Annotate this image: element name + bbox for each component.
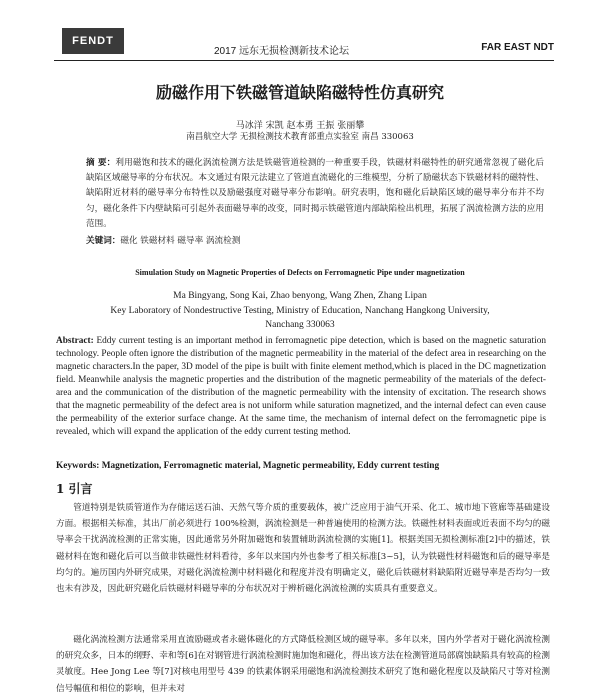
affiliation-en-line2: Nanchang 330063 <box>265 320 335 330</box>
keywords-en <box>56 461 439 471</box>
header-rule <box>54 60 554 61</box>
conference-name: 2017 远东无损检测新技术论坛 <box>214 46 350 57</box>
abstract-en <box>56 335 546 439</box>
keywords-en-label: Keywords: <box>56 461 100 471</box>
affiliation-cn: 南昌航空大学 无损检测技术教育部重点实验室 南昌 330063 <box>186 132 414 142</box>
authors-en: Ma Bingyang, Song Kai, Zhao benyong, Wang Zhen, Zhang Lipan <box>173 291 427 301</box>
keywords-label: 关键词： <box>86 236 121 246</box>
abstract-text: 利用磁饱和技术的磁化涡流检测方法是铁磁管道检测的一种重要手段，铁磁材料磁特性的研究通常忽视了磁化后缺陷区域磁导率的分布状况。本文通过有限元法建立了管道直流磁化的三维模型，分析了励磁状态下铁磁材料的磁特性、缺陷附近材料的磁导率分布特性以及励磁强度对磁导率分布影响。研究表明，饱和磁化后缺陷区域的磁导率分布并不均匀，磁化条件下内壁缺陷可引起外表面磁导率的改变，同时揭示铁磁管道内部缺陷检出机理，拓展了涡流检测方法的应用范围。 <box>86 158 544 229</box>
keywords-en-text: Magnetization, Ferromagnetic material, Magnetic permeability, Eddy current testing <box>101 461 440 471</box>
affiliation-en-line1: Key Laboratory of Nondestructive Testing, Ministry of Education, Nanchang Hangkong University, <box>110 306 490 316</box>
body-paragraph: 管道特别是铁质管道作为存储运送石油、天然气等介质的重要载体，被广泛应用于油气开采、化工、城市地下管廊等基础建设方面。根据相关标准，其出厂前必须进行 100%检测，涡流检测是一种普遍使用的检测方法。铁磁性材料表面或近表面不均匀的磁导率会干扰涡流检测的正常实施，因此通常另外附加磁饱和装置辅助涡流检测的实施[1]。根据美国无损检测标准[2]中的描述，铁磁材料在饱和磁化后可以当做非铁磁性材料看待，多年以来国内外也参考了相关标准[3~5]，认为铁磁性材料磁饱和后的磁导率是均匀的。遍历国内外研究成果，对磁化涡流检测中材料磁化和程度并没有明确定义，磁化后铁磁材料缺陷附近磁导率是否均匀一致也未有涉及，因此研究磁化后铁磁材料磁导率的分布状况对于辨析磁化涡流检测的实质具有重要意义。 <box>56 503 550 595</box>
authors-cn: 马冰洋 宋凯 赵本勇 王振 张丽攀 <box>235 121 365 131</box>
abstract-en-text: Eddy current testing is an important method in ferromagnetic pipe detection, which is based on the magnetic saturation technology. People often ignore the distribution of the magnetic permeability in the material of the defect area in researching on the magnetic characters.In the paper, 3D model of the pipe is built with finite element method,which is placed in the DC magnetization field. Meanwhile analysis the magnetic properties and the distribution of the magnetic permeability of the materials of the defect-area and the communication of the distribution of the magnetic permeability with the intensity of excitation. The research shows that the magnetic permeability of the defect area is not uniform while saturation magnetized, and the internal defect can even cause the permeability of the exterior surface change. At the same time, the mechanism of internal defect on the ferromagnetic pipe is revealed, which will expand the application of the eddy current testing method. <box>56 336 547 437</box>
abstract-cn <box>86 156 544 232</box>
header-brand: FAR EAST NDT <box>481 42 554 53</box>
paper-title: 励磁作用下铁磁管道缺陷磁特性仿真研究 <box>155 83 444 102</box>
section-heading: 1 引言 <box>56 482 93 496</box>
title-en: Simulation Study on Magnetic Properties of Defects on Ferromagnetic Pipe under magnetization <box>135 268 465 277</box>
page-header <box>54 22 554 62</box>
keywords-cn <box>86 234 240 246</box>
conference-logo: FENDT <box>62 28 124 54</box>
abstract-label: 摘 要： <box>86 158 116 168</box>
keywords-text: 磁化 铁磁材料 磁导率 涡流检测 <box>120 236 241 246</box>
body-paragraph: 磁化涡流检测方法通常采用直流励磁或者永磁体磁化的方式降低检测区域的磁导率。多年以来，国内外学者对于磁化涡流检测的研究众多，日本的纲野、幸和等[6]在对钢管进行涡流检测时施加饱和磁化，得出该方法在检测管道局部腐蚀缺陷具有较高的检测灵敏度。Hee Jong Lee 等[7]对核电用型号 439 的铁素体钢采用磁饱和涡流检测技术研究了饱和磁化程度以及缺陷尺寸等对检测信号幅值和相位的影响，但并未对 <box>56 635 550 694</box>
abstract-en-label: Abstract: <box>56 336 94 346</box>
